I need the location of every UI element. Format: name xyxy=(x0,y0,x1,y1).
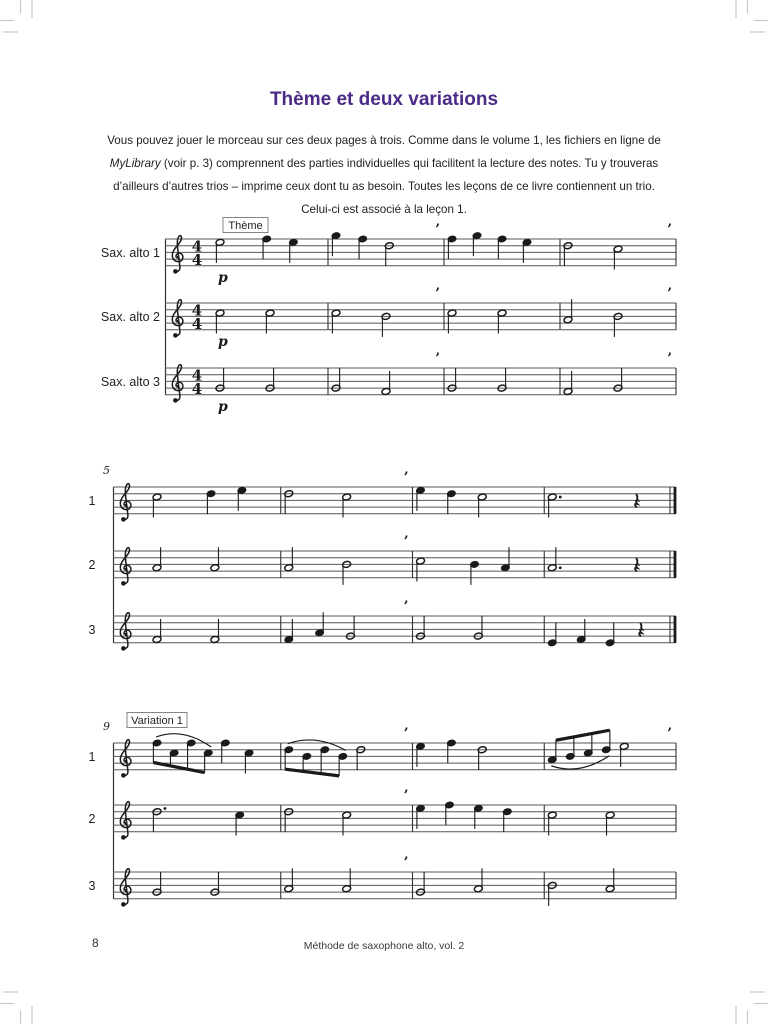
treble-clef-icon xyxy=(172,300,183,336)
breath-mark: ’ xyxy=(403,726,409,742)
breath-mark: ’ xyxy=(667,351,672,367)
staff-label: Sax. alto 3 xyxy=(100,374,160,389)
staff-label: 2 xyxy=(88,557,96,572)
staff xyxy=(89,788,676,840)
page-number: 8 xyxy=(92,936,99,950)
beam xyxy=(153,763,204,773)
treble-clef-icon xyxy=(121,517,126,522)
paragraph-line: Celui-ci est associé à la leçon 1. xyxy=(301,203,467,216)
breath-mark: ’ xyxy=(403,534,409,550)
footer-text: Méthode de saxophone alto, vol. 2 xyxy=(303,940,465,952)
breath-mark: ’ xyxy=(403,855,409,871)
staff xyxy=(89,470,676,522)
treble-clef-icon xyxy=(120,802,131,838)
augmentation-dot xyxy=(559,566,562,569)
music-system xyxy=(89,713,676,907)
treble-clef-icon xyxy=(121,646,126,651)
treble-clef-icon xyxy=(121,902,126,907)
time-signature: 4 xyxy=(191,315,203,334)
music-system xyxy=(89,464,676,651)
quarter-rest xyxy=(635,495,638,507)
treble-clef-icon xyxy=(120,484,131,520)
music-system xyxy=(101,218,676,415)
staff xyxy=(89,534,676,586)
staff xyxy=(89,599,676,651)
treble-clef-icon xyxy=(124,889,127,892)
staff-label: Sax. alto 1 xyxy=(100,245,160,260)
treble-clef-icon xyxy=(120,548,131,584)
treble-clef-icon xyxy=(172,236,183,272)
breath-mark: ’ xyxy=(435,222,440,238)
time-signature: 4 xyxy=(191,251,203,270)
breath-mark: ’ xyxy=(435,351,440,367)
treble-clef-icon xyxy=(124,633,127,636)
treble-clef-icon xyxy=(121,581,126,586)
breath-mark: ’ xyxy=(403,788,409,804)
treble-clef-icon xyxy=(173,269,178,274)
breath-mark: ’ xyxy=(667,286,672,302)
staff-label: 3 xyxy=(88,878,96,893)
section-label: Thème xyxy=(228,220,263,232)
treble-clef-icon xyxy=(121,835,126,840)
staff-label: 2 xyxy=(88,811,96,826)
measure-number: 9 xyxy=(103,720,110,733)
staff-label: Sax. alto 2 xyxy=(100,309,160,324)
treble-clef-icon xyxy=(124,568,127,571)
treble-clef-icon xyxy=(176,320,179,323)
dynamic-marking: p xyxy=(218,269,228,286)
paragraph-line: Vous pouvez jouer le morceau sur ces deux pages à trois. Comme dans le volume 1, les fichiers en ligne de xyxy=(107,134,661,147)
augmentation-dot xyxy=(164,807,167,810)
slur xyxy=(551,756,609,769)
measure-number: 5 xyxy=(103,464,110,477)
staff-label: 1 xyxy=(88,749,96,764)
treble-clef-icon xyxy=(176,256,179,259)
time-signature: 4 xyxy=(191,301,203,320)
time-signature: 4 xyxy=(191,380,203,399)
breath-mark: ’ xyxy=(667,222,672,238)
augmentation-dot xyxy=(559,496,562,499)
treble-clef-icon xyxy=(124,760,127,763)
dynamic-marking: p xyxy=(218,398,228,415)
treble-clef-icon xyxy=(120,740,131,776)
staff xyxy=(101,286,676,350)
treble-clef-icon xyxy=(120,869,131,905)
breath-mark: ’ xyxy=(667,726,672,742)
staff xyxy=(101,222,676,286)
section-label: Variation 1 xyxy=(131,715,183,727)
slur xyxy=(156,734,211,747)
quarter-rest xyxy=(635,559,638,571)
treble-clef-icon xyxy=(173,398,178,403)
mylibrary-italic: MyLibrary xyxy=(109,157,161,170)
treble-clef-icon xyxy=(121,773,126,778)
time-signature: 4 xyxy=(191,237,203,256)
staff xyxy=(89,726,676,778)
staff-label: 3 xyxy=(88,622,96,637)
staff-label: 1 xyxy=(88,493,96,508)
staff xyxy=(89,855,676,907)
treble-clef-icon xyxy=(120,613,131,649)
breath-mark: ’ xyxy=(403,599,409,615)
treble-clef-icon xyxy=(173,333,178,338)
treble-clef-icon xyxy=(176,385,179,388)
breath-mark: ’ xyxy=(435,286,440,302)
beam-group xyxy=(284,740,347,776)
beam xyxy=(556,730,610,740)
treble-clef-icon xyxy=(172,365,183,401)
treble-clef-icon xyxy=(124,504,127,507)
time-signature: 4 xyxy=(191,366,203,385)
paragraph-line: d’ailleurs d’autres trios – imprime ceux dont tu as besoin. Toutes les leçons de ce livre contiennent un trio. xyxy=(113,180,655,193)
treble-clef-icon xyxy=(124,822,127,825)
dynamic-marking: p xyxy=(218,333,228,350)
staff xyxy=(101,351,676,415)
quarter-rest xyxy=(639,624,642,636)
breath-mark: ’ xyxy=(403,470,409,486)
slur xyxy=(288,740,346,750)
beam-group xyxy=(152,734,213,773)
paragraph-line: MyLibrary (voir p. 3) comprennent des parties individuelles qui facilitent la lecture des notes. Tu y trouveras xyxy=(109,157,659,170)
page-title: Thème et deux variations xyxy=(269,89,499,110)
